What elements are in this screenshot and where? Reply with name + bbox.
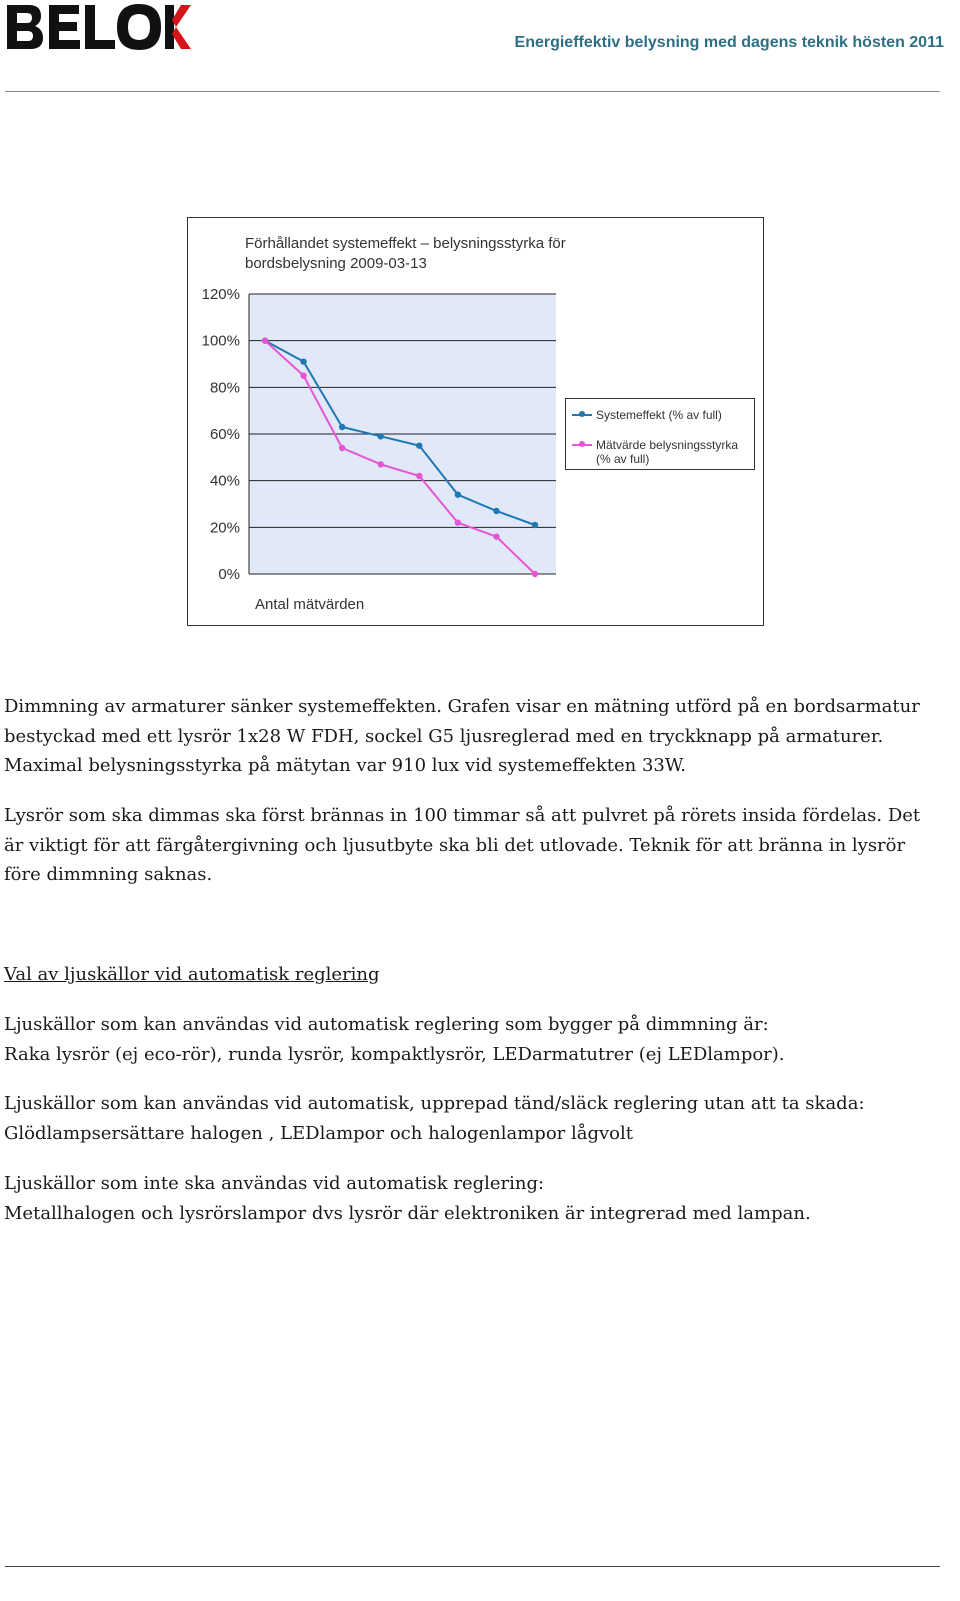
paragraph-text: Dimmning av armaturer sänker systemeffekten. Grafen visar en mätning utförd på en bordsarmatur bestyckad med ett lysrör 1x28 W FDH, sockel G5 ljusreglerad med en tryckknapp på armaturer. Maximal belysningsstyrka på mätytan var 910 lux vid systemeffekten 33W.: [4, 696, 920, 776]
data-point: [339, 445, 345, 451]
belok-logo: [5, 2, 195, 52]
data-point: [262, 337, 268, 343]
legend-dot-pink: [579, 441, 585, 447]
y-tick-label: 0%: [218, 566, 240, 583]
paragraph-text: Lysrör som ska dimmas ska först brännas in 100 timmar så att pulvret på rörets insida fördelas. Det är viktigt för att färgåtergivning och ljusutbyte ska bli det utlovade. Teknik för att bränna in lysrör före dimmning saknas.: [4, 805, 921, 885]
paragraph-line: Ljuskällor som kan användas vid automatisk, upprepad tänd/släck reglering utan att ta skada:: [4, 1093, 865, 1114]
data-point: [455, 519, 461, 525]
heading-text: Val av ljuskällor vid automatisk reglering: [4, 964, 380, 985]
chart-title: Förhållandet systemeffekt – belysningsstyrka för bordsbelysning 2009-03-13: [245, 235, 566, 272]
chart-frame: [187, 217, 764, 626]
data-point: [455, 491, 461, 497]
y-tick-label: 40%: [209, 472, 240, 490]
data-point: [378, 433, 384, 439]
paragraph-line: Glödlampsersättare halogen , LEDlampor och halogenlampor lågvolt: [4, 1122, 633, 1144]
header-title: Energieffektiv belysning med dagens teknik hösten 2011: [514, 34, 944, 51]
y-tick-label: 60%: [209, 426, 240, 443]
section-heading: [4, 960, 940, 990]
footer-divider: [5, 1566, 940, 1567]
paragraph-excluded-sources: [4, 1169, 940, 1228]
paragraph-dimmning-sources: [4, 1010, 940, 1069]
paragraph-dimmning: [4, 692, 940, 781]
legend-dot-blue: [579, 411, 585, 417]
legend-item-systemeffekt: Systemeffekt (% av full): [596, 408, 722, 422]
y-tick-label: 80%: [209, 379, 240, 397]
y-tick-label: 20%: [209, 519, 240, 537]
paragraph-lysror: [4, 801, 940, 890]
x-axis-label: Antal mätvärden: [255, 596, 365, 613]
header-divider: [5, 91, 940, 92]
y-tick-label: 100%: [201, 332, 240, 350]
data-point: [493, 533, 499, 539]
data-point: [416, 473, 422, 479]
paragraph-line: Metallhalogen och lysrörslampor dvs lysrör där elektroniken är integrerad med lampan.: [4, 1202, 811, 1224]
chart-legend: [565, 398, 755, 470]
paragraph-switching-sources: [4, 1089, 940, 1148]
paragraph-line: Raka lysrör (ej eco-rör), runda lysrör, kompaktlysrör, LEDarmatutrer (ej LEDlampor).: [4, 1043, 785, 1065]
legend-item-matvarde: Mätvärde belysningsstyrka (% av full): [596, 438, 739, 466]
data-point: [378, 461, 384, 467]
y-tick-label: 120%: [201, 286, 240, 303]
data-point: [416, 442, 422, 448]
paragraph-line: Ljuskällor som kan användas vid automatisk reglering som bygger på dimmning är:: [4, 1014, 769, 1035]
data-point: [300, 372, 306, 378]
paragraph-line: Ljuskällor som inte ska användas vid automatisk reglering:: [4, 1173, 545, 1194]
data-point: [300, 358, 306, 364]
data-point: [493, 508, 499, 514]
data-point: [532, 522, 538, 528]
data-point: [339, 424, 345, 430]
data-point: [532, 571, 538, 577]
